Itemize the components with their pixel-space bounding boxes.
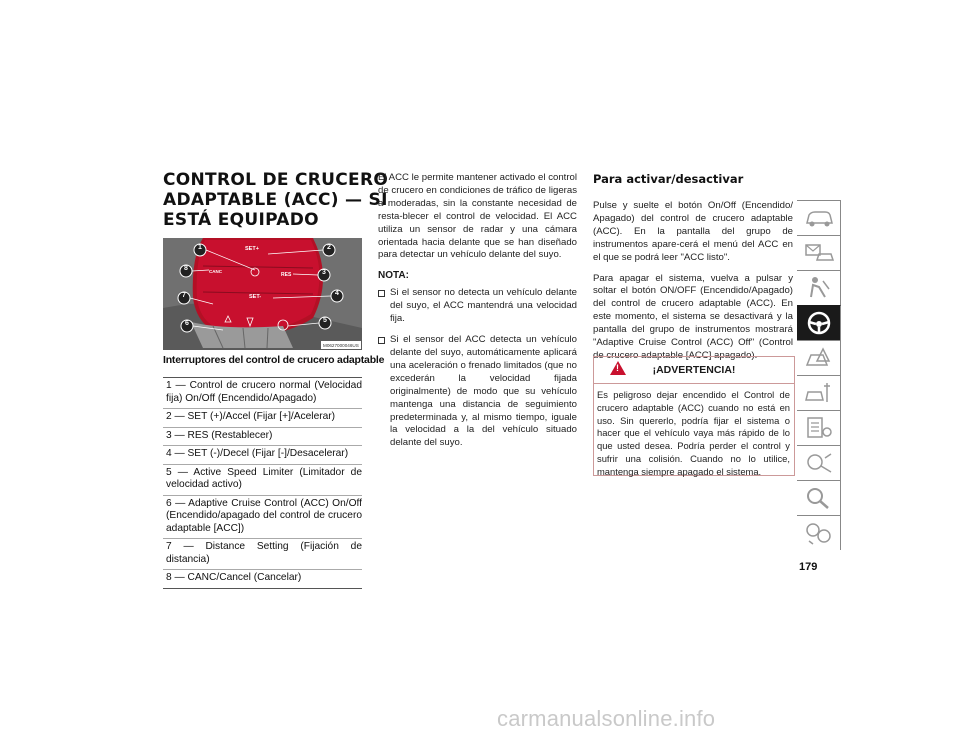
callout-8: 8 <box>184 265 188 272</box>
callout-1: 1 <box>198 244 202 251</box>
heading-line-3: ESTÁ EQUIPADO <box>163 210 319 230</box>
canc-label: CANC <box>209 269 222 274</box>
callout-5: 5 <box>323 317 327 324</box>
steering-wheel-buttons-figure <box>163 238 362 350</box>
tab-steering-wheel[interactable] <box>797 305 841 340</box>
callout-legend <box>163 377 362 589</box>
bullet-box-icon <box>378 337 385 344</box>
warning-header <box>594 357 794 384</box>
steering-wheel-icon <box>803 310 835 336</box>
legend-item: 5 — Active Speed Limiter (Limitador de velocidad activo) <box>163 464 362 495</box>
activate-column <box>593 172 793 371</box>
deactivate-paragraph: Para apagar el sistema, vuelva a pulsar y soltar el botón ON/OFF (Encendido/Apagado) del control de crucero adaptable (ACC). En este momento, el sistema se desactivará y la pantalla del grupo de instrumentos mostrará "Adaptive Cruise Control (ACC) Off" (Control de crucero adaptable [ACC] apagado). <box>593 272 793 361</box>
warning-title: ¡ADVERTENCIA! <box>652 364 736 376</box>
tab-car-front[interactable] <box>797 200 841 235</box>
callout-3: 3 <box>322 269 326 276</box>
activate-paragraph: Pulse y suelte el botón On/Off (Encendido/ Apagado) del control de crucero adaptable (ACC). En la pantalla del grupo de instrumentos apare-cerá el menú del ACC en el que se podrá leer "ACC listo". <box>593 200 793 263</box>
car-front-icon <box>803 205 835 231</box>
section-heading <box>163 170 389 230</box>
legend-item: 2 — SET (+)/Accel (Fijar [+]/Acelerar) <box>163 408 362 427</box>
intro-column <box>378 172 577 458</box>
tab-language[interactable] <box>797 515 841 550</box>
checklist-icon <box>803 415 835 441</box>
subsection-heading: Para activar/desactivar <box>593 172 744 186</box>
bullet-text: Si el sensor del ACC detecta un vehículo delante del suyo, automáticamente aplicará una aceleración o frenado limitados (que no excederán la velocidad fijada originalmente) de modo que su vehículo mantenga una distancia de seguimiento predeterminada y, al mismo tiempo, iguale la velocidad a la del vehículo situado delante del suyo. <box>390 334 577 449</box>
figure-caption: Interruptores del control de crucero adaptable <box>163 354 385 366</box>
note-bullet <box>378 334 577 450</box>
legend-item: 3 — RES (Restablecer) <box>163 427 362 446</box>
callout-6: 6 <box>185 320 189 327</box>
figure-code: M0627000046US <box>323 343 359 348</box>
set-minus-label: SET- <box>249 294 262 300</box>
tab-seat-person[interactable] <box>797 270 841 305</box>
chapter-tabs <box>797 200 841 550</box>
language-icon <box>803 520 835 546</box>
page-number: 179 <box>799 561 818 573</box>
magnifier-icon <box>803 485 835 511</box>
tab-magnifier[interactable] <box>797 480 841 515</box>
car-service-icon <box>803 450 835 476</box>
heading-line-2: ADAPTABLE (ACC) — SI <box>163 190 388 210</box>
tab-warning-car[interactable] <box>797 340 841 375</box>
tab-car-service[interactable] <box>797 445 841 480</box>
warning-text: Es peligroso dejar encendido el Control de crucero adaptable (ACC) cuando no está en uso. Sin quererlo, podría fijar el sistema o hacer que el vehículo vaya más rápido de lo que usted desea. Podría perder el control y sufrir una colisión. Cuando no lo utilice, mantenga siempre apagado el sistema. <box>597 389 790 477</box>
callout-7: 7 <box>182 292 186 299</box>
callout-2: 2 <box>327 244 331 251</box>
tab-car-tools[interactable] <box>797 375 841 410</box>
watermark: carmanualsonline.info <box>497 706 716 731</box>
legend-item: 6 — Adaptive Cruise Control (ACC) On/Off (Encendido/apagado del control de crucero adaptable [ACC]) <box>163 495 362 539</box>
legend-item: 1 — Control de crucero normal (Velocidad fija) On/Off (Encendido/Apagado) <box>166 380 362 404</box>
heading-line-1: CONTROL DE CRUCERO <box>163 170 389 190</box>
note-label: NOTA: <box>378 270 409 282</box>
legend-item: 8 — CANC/Cancel (Cancelar) <box>163 569 362 588</box>
tab-checklist[interactable] <box>797 410 841 445</box>
set-plus-label: SET+ <box>245 246 259 252</box>
seat-person-icon <box>803 275 835 301</box>
car-tools-icon <box>803 380 835 406</box>
warning-triangle-icon: ! <box>610 361 626 375</box>
bullet-text: Si el sensor no detecta un vehículo delante del suyo, el ACC mantendrá una velocidad fija. <box>390 287 577 325</box>
legend-item: 7 — Distance Setting (Fijación de distancia) <box>163 538 362 569</box>
mail-car-icon <box>803 240 835 266</box>
warning-box <box>593 356 795 476</box>
bullet-box-icon <box>378 290 385 297</box>
warning-car-icon <box>803 345 835 371</box>
callout-4: 4 <box>335 290 339 297</box>
res-label: RES <box>281 272 292 278</box>
legend-item: 4 — SET (-)/Decel (Fijar [-]/Desacelerar) <box>163 445 362 464</box>
intro-paragraph: El ACC le permite mantener activado el control de crucero en condiciones de tráfico de ligeras a moderadas, sin la constante necesidad de resta-blecer el control de velocidad. El ACC utiliza un sensor de radar y una cámara orientada hacia delante que se han diseñado para detectar un vehículo delante del suyo. <box>378 172 577 261</box>
note-bullet <box>378 287 577 326</box>
tab-mail-car[interactable] <box>797 235 841 270</box>
